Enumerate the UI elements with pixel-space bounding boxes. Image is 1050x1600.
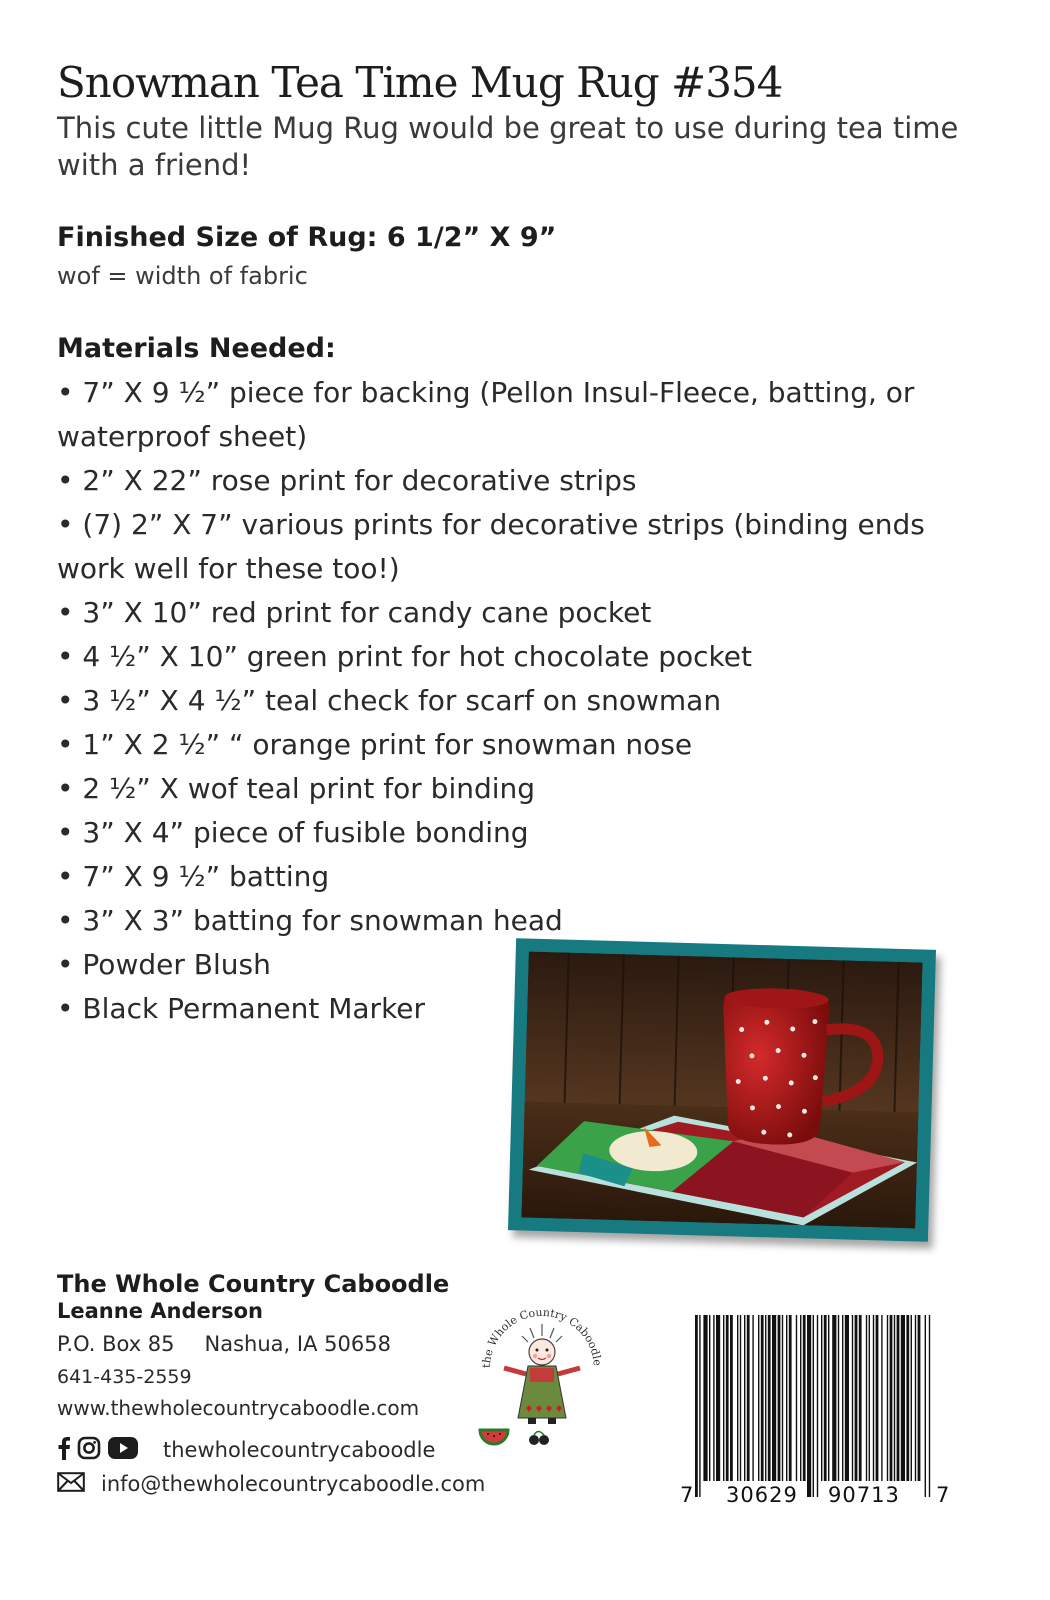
- city-state-zip: Nashua, IA 50658: [204, 1332, 391, 1356]
- barcode-bar: [821, 1315, 822, 1481]
- barcode-bar: [855, 1315, 858, 1481]
- barcode-bar: [897, 1315, 900, 1481]
- material-item: • 3” X 4” piece of fusible bonding: [57, 811, 987, 855]
- material-item: • 2 ½” X wof teal print for binding: [57, 767, 987, 811]
- material-item: • 4 ½” X 10” green print for hot chocolate pocket: [57, 635, 987, 679]
- materials-list: [57, 371, 987, 1031]
- barcode-bar: [744, 1315, 745, 1481]
- po-box: P.O. Box 85: [57, 1332, 175, 1356]
- barcode-right-group: 90713: [828, 1483, 900, 1507]
- wof-note: wof = width of fabric: [57, 262, 308, 290]
- barcode-bar: [852, 1315, 853, 1481]
- mug-rug-photo-illustration: [521, 952, 922, 1229]
- pattern-title: Snowman Tea Time Mug Rug #354: [57, 58, 783, 107]
- doll-logo-icon: [472, 1290, 612, 1450]
- material-item: • Powder Blush: [57, 943, 987, 987]
- barcode-bar: [758, 1315, 759, 1481]
- barcode-bar: [807, 1315, 811, 1497]
- barcode-bar: [796, 1315, 797, 1481]
- barcode-bar: [726, 1315, 729, 1481]
- barcode-bar: [709, 1315, 710, 1481]
- barcode-bar: [824, 1315, 827, 1481]
- barcode-bar: [786, 1315, 787, 1481]
- barcode-bar: [911, 1315, 912, 1481]
- barcode-bar: [817, 1315, 818, 1497]
- website-link[interactable]: www.thewholecountrycaboodle.com: [57, 1396, 420, 1420]
- envelope-icon: [57, 1472, 85, 1496]
- barcode-bar: [894, 1315, 895, 1481]
- barcode-bar: [929, 1315, 930, 1497]
- company-logo: [472, 1290, 612, 1450]
- barcode-bar: [789, 1315, 792, 1481]
- barcode-bar: [737, 1315, 738, 1481]
- finished-size-heading: Finished Size of Rug: 6 1/2” X 9”: [57, 222, 557, 253]
- barcode-bar: [772, 1315, 776, 1481]
- material-item: • (7) 2” X 7” various prints for decorative strips (binding ends work well for these too!): [57, 503, 987, 591]
- barcode-bar: [859, 1315, 862, 1481]
- barcode-bar: [915, 1315, 916, 1481]
- barcode-bar: [890, 1315, 893, 1481]
- barcode-bar: [842, 1315, 843, 1481]
- material-item: • 2” X 22” rose print for decorative strips: [57, 459, 987, 503]
- material-item: • 3” X 10” red print for candy cane pocket: [57, 591, 987, 635]
- barcode-bar: [778, 1315, 781, 1481]
- barcode-bar: [703, 1315, 707, 1481]
- barcode-bar: [803, 1315, 806, 1481]
- barcode-bar: [901, 1315, 905, 1481]
- material-item: • 3” X 3” batting for snowman head: [57, 899, 987, 943]
- email-address[interactable]: info@thewholecountrycaboodle.com: [101, 1472, 486, 1496]
- material-item: • 7” X 9 ½” piece for backing (Pellon Insul-Fleece, batting, or waterproof sheet): [57, 371, 987, 459]
- barcode-bar: [713, 1315, 714, 1481]
- material-item: • 7” X 9 ½” batting: [57, 855, 987, 899]
- barcode-bar: [716, 1315, 720, 1481]
- material-item: • Black Permanent Marker: [57, 987, 987, 1031]
- barcode-bar: [828, 1315, 829, 1481]
- barcode-bar: [730, 1315, 733, 1481]
- barcode-bar: [740, 1315, 741, 1481]
- material-item: • 3 ½” X 4 ½” teal check for scarf on snowman: [57, 679, 987, 723]
- barcode-bar: [873, 1315, 874, 1481]
- barcode-bar: [918, 1315, 921, 1481]
- material-item: • 1” X 2 ½” “ orange print for snowman nose: [57, 723, 987, 767]
- barcode-bar: [699, 1315, 700, 1497]
- barcode-bar: [925, 1315, 926, 1497]
- barcode-bar: [695, 1315, 698, 1497]
- barcode-bar: [752, 1315, 753, 1481]
- barcode-bar: [876, 1315, 879, 1481]
- company-name: The Whole Country Caboodle: [57, 1270, 450, 1298]
- social-row: [57, 1436, 435, 1464]
- barcode-bar: [765, 1315, 766, 1481]
- product-photo: [508, 938, 936, 1242]
- facebook-icon[interactable]: [57, 1436, 71, 1464]
- barcode-bar: [800, 1315, 801, 1481]
- barcode-bar: [845, 1315, 849, 1481]
- barcode-bars: [695, 1315, 935, 1497]
- barcode-bar: [866, 1315, 867, 1481]
- instagram-icon[interactable]: [77, 1436, 101, 1464]
- email-row: [57, 1470, 485, 1498]
- barcode-bar: [782, 1315, 783, 1481]
- barcode-bar: [881, 1315, 882, 1481]
- barcode-bar: [869, 1315, 870, 1481]
- barcode-bar: [838, 1315, 839, 1481]
- barcode-bar: [761, 1315, 764, 1481]
- upc-barcode: [680, 1315, 950, 1510]
- barcode-bar: [832, 1315, 836, 1481]
- barcode-bar: [906, 1315, 909, 1481]
- youtube-icon[interactable]: [107, 1436, 139, 1464]
- barcode-bar: [768, 1315, 771, 1481]
- social-handle[interactable]: thewholecountrycaboodle: [163, 1438, 436, 1462]
- barcode-bar: [813, 1315, 814, 1497]
- barcode-check-digit: 7: [936, 1483, 950, 1507]
- barcode-bar: [723, 1315, 724, 1481]
- barcode-lead-digit: 7: [680, 1483, 694, 1507]
- logo-text: the Whole Country Caboodle: [479, 1305, 605, 1369]
- mailing-address: [57, 1332, 391, 1356]
- materials-heading: Materials Needed:: [57, 333, 336, 364]
- designer-name: Leanne Anderson: [57, 1299, 263, 1323]
- barcode-bar: [887, 1315, 888, 1481]
- intro-text: This cute little Mug Rug would be great to use during tea time with a friend!: [57, 111, 959, 182]
- phone-number: 641-435-2559: [57, 1366, 192, 1388]
- barcode-bar: [747, 1315, 750, 1481]
- barcode-left-group: 30629: [726, 1483, 798, 1507]
